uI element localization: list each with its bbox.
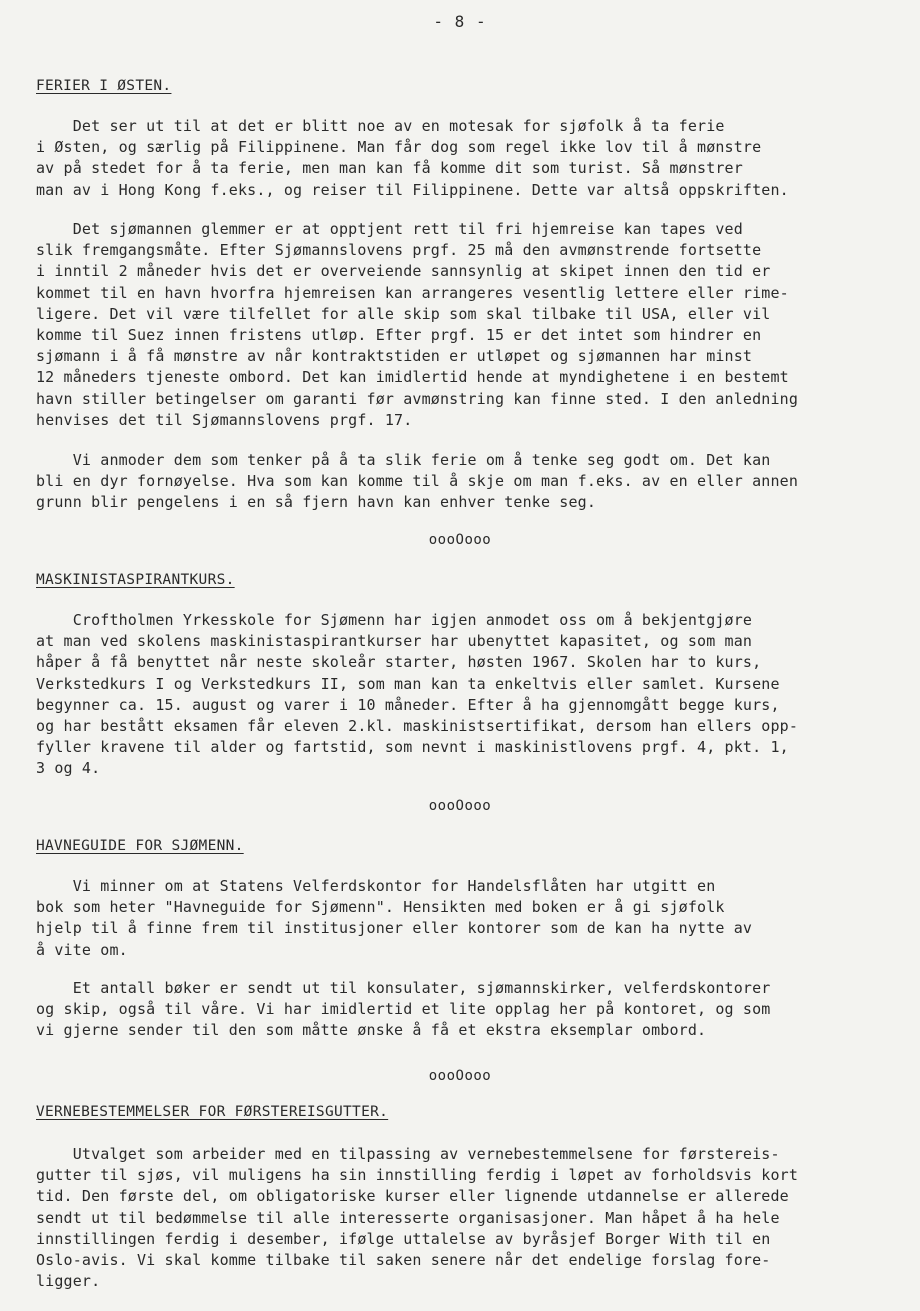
section-heading-havneguide: HAVNEGUIDE FOR SJØMENN. [36,838,244,854]
text-line: Vi minner om at Statens Velferdskontor for Handelsflåten har utgitt en [36,877,716,895]
section-heading-ferier: FERIER I ØSTEN. [36,78,172,94]
text-line: grunn blir pengelens i en så fjern havn kan enhver tenke seg. [36,493,597,512]
text-line: Croftholmen Yrkesskole for Sjømenn har igjen anmodet oss om å bekjentgjøre [36,611,753,629]
text-line: bli en dyr fornøyelse. Hva som kan komme til å skje om man f.eks. av en eller annen [36,472,799,491]
text-line: henvises det til Sjømannslovens prgf. 17. [36,410,413,429]
page-number: - 8 - [433,12,487,31]
text-line: Det sjømannen glemmer er at opptjent rett til fri hjemreise kan tapes ved [36,220,743,238]
text-line: 12 måneders tjeneste ombord. Det kan imidlertid hende at myndighetene i en bestemt [36,368,789,387]
text-line: tid. Den første del, om obligatoriske kurser eller lignende utdannelse er allerede [36,1187,789,1206]
paragraph [36,876,896,961]
section-separator: oooOooo [428,798,492,814]
text-line: og har bestått eksamen får eleven 2.kl. maskinistsertifikat, dersom han ellers opp- [36,717,799,736]
text-line: i Østen, og særlig på Filippinene. Man får dog som regel ikke lov til å mønstre [36,138,762,157]
text-line: i inntil 2 måneder hvis det er overveiende sannsynlig at skipet innen den tid er [36,262,771,281]
text-line: man av i Hong Kong f.eks., og reiser til Filippinene. Dette var altså oppskriften. [36,180,789,199]
paragraph [36,610,896,780]
text-line: innstillingen ferdig i desember, ifølge uttalelse av byråsjef Borger With til en [36,1229,771,1248]
text-line: og skip, også til våre. Vi har imidlertid et lite opplag her på kontoret, og som [36,1000,771,1019]
text-line: 3 og 4. [36,759,101,778]
text-line: komme til Suez innen fristens utløp. Efter prgf. 15 er det intet som hindrer en [36,326,762,345]
text-line: ligger. [36,1272,101,1291]
text-line: vi gjerne sender til den som måtte ønske å få et ekstra eksemplar ombord. [36,1021,707,1040]
section-heading-vernebestemmelser: VERNEBESTEMMELSER FOR FØRSTEREISGUTTER. [36,1104,389,1120]
text-line: at man ved skolens maskinistaspirantkurser har ubenyttet kapasitet, og som man [36,632,753,651]
text-line: fyller kravene til alder og fartstid, som nevnt i maskinistlovens prgf. 4, pkt. 1, [36,738,789,757]
text-line: ligere. Det vil være tilfellet for alle skip som skal tilbake til USA, eller vil [36,304,771,323]
text-line: havn stiller betingelser om garanti før avmønstring kan finne sted. I den anledning [36,389,799,408]
text-line: Vi anmoder dem som tenker på å ta slik ferie om å tenke seg godt om. Det kan [36,451,771,469]
text-line: å vite om. [36,940,128,959]
text-line: Utvalget som arbeider med en tilpassing av vernebestemmelsene for førstereis- [36,1145,780,1163]
text-line: Et antall bøker er sendt ut til konsulater, sjømannskirker, velferdskontorer [36,979,771,997]
section-separator: oooOooo [428,1068,492,1084]
text-line: hjelp til å finne frem til institusjoner eller kontorer som de kan ha nytte av [36,919,753,938]
text-line: slik fremgangsmåte. Efter Sjømannslovens prgf. 25 må den avmønstrende fortsette [36,241,762,260]
text-line: bok som heter "Havneguide for Sjømenn". Hensikten med boken er å gi sjøfolk [36,898,725,917]
section-separator: oooOooo [428,532,492,548]
text-line: sendt ut til bedømmelse til alle interesserte organisasjoner. Man håpet å ha hele [36,1208,780,1227]
text-line: Det ser ut til at det er blitt noe av en motesak for sjøfolk å ta ferie [36,117,725,135]
paragraph [36,116,896,201]
paragraph [36,219,896,431]
text-line: gutter til sjøs, vil muligens ha sin innstilling ferdig i løpet av forholdsvis kort [36,1166,799,1185]
section-heading-maskinistaspirantkurs: MASKINISTASPIRANTKURS. [36,572,235,588]
text-line: Verkstedkurs I og Verkstedkurs II, som man kan ta enkeltvis eller samlet. Kursene [36,674,780,693]
text-line: håper å få benyttet når neste skoleår starter, høsten 1967. Skolen har to kurs, [36,653,762,672]
text-line: begynner ca. 15. august og varer i 10 måneder. Efter å ha gjennomgått begge kurs, [36,695,780,714]
text-line: sjømann i å få mønstre av når kontraktstiden er utløpet og sjømannen har minst [36,347,753,366]
paragraph [36,450,896,514]
text-line: Oslo-avis. Vi skal komme tilbake til saken senere når det endelige forslag fore- [36,1251,771,1270]
paragraph [36,1144,896,1292]
text-line: av på stedet for å ta ferie, men man kan få komme dit som turist. Så mønstrer [36,159,743,178]
paragraph [36,978,896,1042]
text-line: kommet til en havn hvorfra hjemreisen kan arrangeres vesentlig lettere eller rime- [36,283,789,302]
